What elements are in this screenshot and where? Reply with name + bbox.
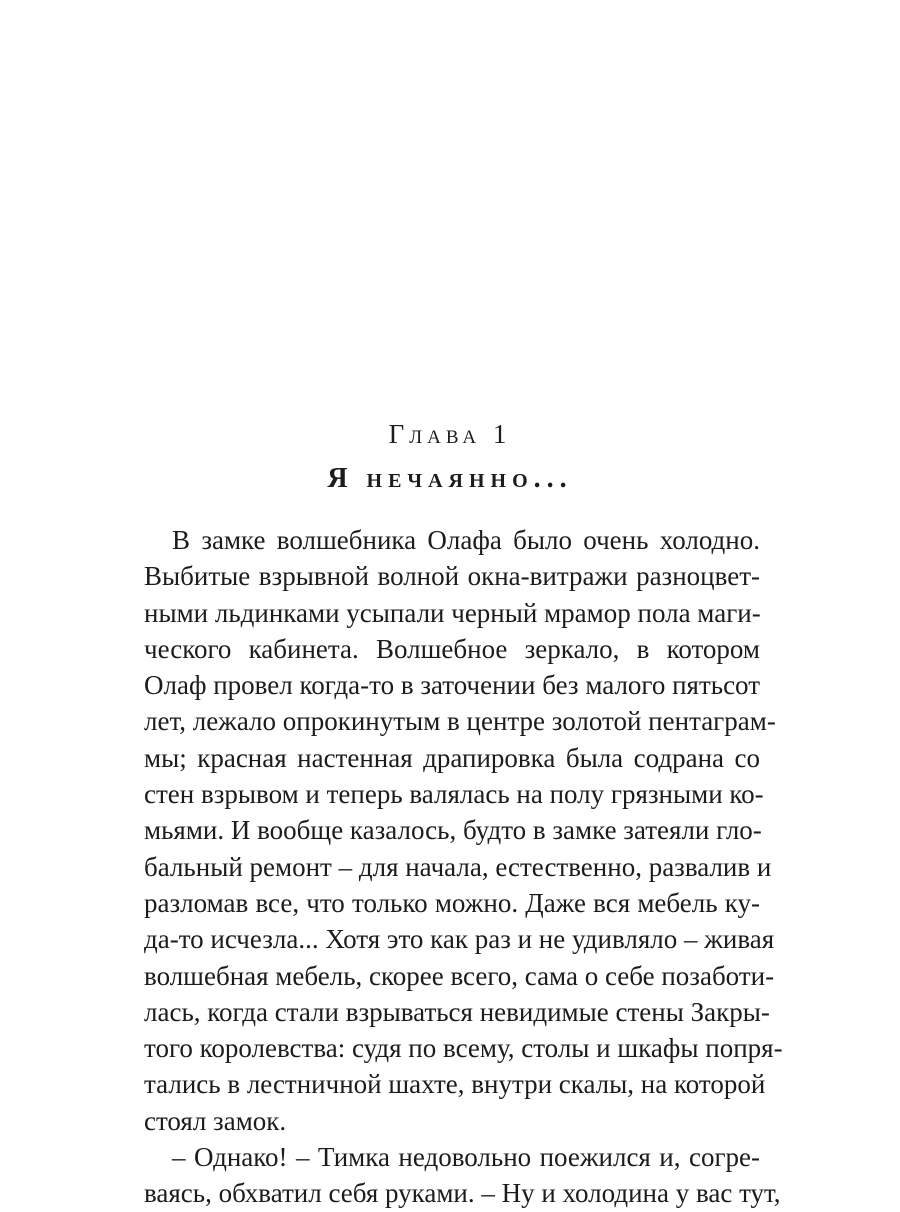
text-line: В замке волшебника Олафа было очень холодно.: [172, 525, 760, 555]
text-line: да-то исчезла... Хотя это как раз и не удивляло – живая: [144, 924, 775, 955]
text-line: стен взрывом и теперь валялась на полу грязными ко-: [144, 779, 764, 810]
chapter-title: Я нечаянно...: [327, 463, 573, 494]
text-line: мьями. И вообще казалось, будто в замке затеяли гло-: [144, 815, 762, 846]
text-line: Выбитые взрывной волной окна-витражи разноцвет-: [144, 561, 760, 592]
text-line: лет, лежало опрокинутым в центре золотой пентаграм-: [144, 706, 776, 737]
text-line: разломав все, что только можно. Даже вся мебель ку-: [144, 887, 760, 918]
text-line: ваясь, обхватил себя руками. – Ну и холодина у вас тут,: [144, 1178, 781, 1209]
text-line: Олаф провел когда-то в заточении без малого пятьсот: [144, 670, 760, 701]
text-line: стоял замок.: [144, 1105, 287, 1136]
text-line: тались в лестничной шахте, внутри скалы, на которой: [144, 1069, 766, 1100]
chapter-body: [144, 522, 783, 1212]
text-line: ческого кабинета. Волшебное зеркало, в котором: [144, 633, 760, 664]
text-line: бальный ремонт – для начала, естественно, развалив и: [144, 851, 772, 882]
text-line: мы; красная настенная драпировка была содрана со: [144, 742, 760, 773]
text-line: ными льдинками усыпали черный мрамор пола маги-: [144, 597, 761, 628]
text-line: – Однако! – Тимка недовольно поежился и, согре-: [172, 1142, 760, 1173]
text-line: того королевства: судя по всему, столы и шкафы попря-: [144, 1033, 783, 1064]
chapter-number: Глава 1: [388, 419, 512, 449]
text-line: волшебная мебель, скорее всего, сама о себе позаботи-: [144, 960, 775, 991]
text-line: лась, когда стали взрываться невидимые стены Закры-: [144, 996, 770, 1027]
